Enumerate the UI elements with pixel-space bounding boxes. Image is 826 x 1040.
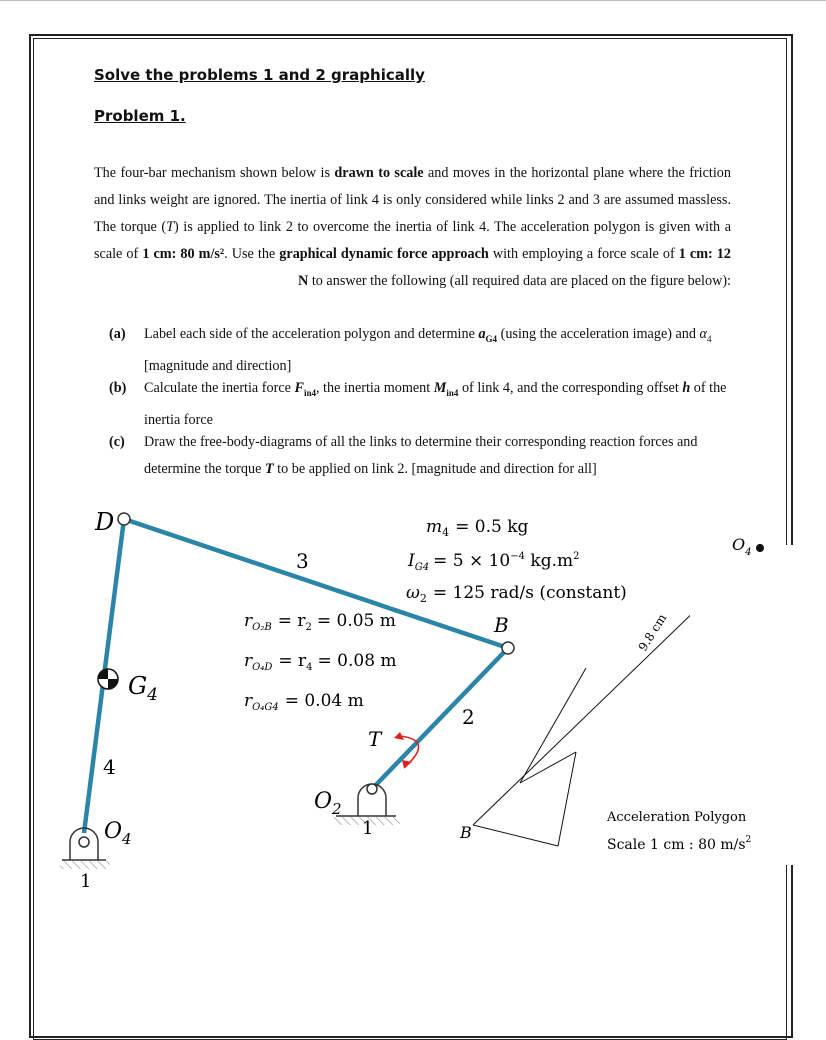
polygon-label-o4: $O_4$ [732,535,752,558]
problem-heading: Problem 1. [94,107,186,125]
item-a: (a) Label each side of the acceleration polygon and determine $a_{G4}$ (using the acceleration image) and $\alpha_4$ [magnitude and direction] [109,326,712,374]
label-t: T [368,727,382,751]
label-link-3: 3 [296,549,309,573]
param-ig4: $I_{G4} = 5 \times 10^{-4}$ $kg.m^2$ [408,551,580,573]
polygon-title: Acceleration Polygon [607,810,747,825]
label-ground-mid: 1 [362,818,374,839]
param-m4: $m_4 = 0.5$ kg [426,517,529,539]
label-b: B [494,613,509,637]
param-r-o4g4: $r_{O_4G4} = 0.04$ m [244,691,364,713]
item-c: (c) Draw the free-body-diagrams of all the links to determine their corresponding reaction forces and determine the torque T to be applied on link 2. [magnitude and direction for all] [109,434,698,477]
label-link-4: 4 [103,755,116,779]
polygon-scale: Scale 1 cm : 80 $m/s^2$ [607,835,752,853]
pin-b [502,642,514,654]
label-g4: $G_4$ [128,672,158,705]
param-r-o2b: $r_{O_2B} = r_2 = 0.05$ m [244,611,396,633]
label-o2: $O_2$ [314,789,342,818]
item-b: (b) Calculate the inertia force $F_{in4}$, the inertia moment $M_{in4}$ of link 4, and the corresponding offset h of the inertia force [109,380,727,428]
page-title: Solve the problems 1 and 2 graphically [94,66,425,84]
param-w2: $\omega_2 = 125$ rad/s (constant) [406,583,627,605]
param-r-o4d: $r_{O_4D} = r_4 = 0.08$ m [244,651,397,673]
label-ground-left: 1 [80,871,92,892]
pin-d [118,513,130,525]
polygon-dimension: 9.8 cm [635,611,670,654]
label-d: D [95,508,115,536]
ground-support-o4 [60,828,110,869]
center-of-mass-icon [98,669,118,689]
label-o4: $O_4$ [104,819,132,848]
label-link-2: 2 [462,705,475,729]
polygon-label-b: B [460,823,472,842]
problem-intro: The four-bar mechanism shown below is drawn to scale and moves in the horizontal plane where the friction and links weight are ignored. The inertia of link 4 is only considered while links 2 and 3 are assumed massless. The torque (T) is applied to link 2 to overcome the inertia of link 4. The acceleration polygon is given with a scale of 1 cm: 80 m/s². Use the graphical dynamic force approach with employing a force scale of 1 cm: 12 N to answer the following (all required data are placed on the figure below): [94,165,731,289]
